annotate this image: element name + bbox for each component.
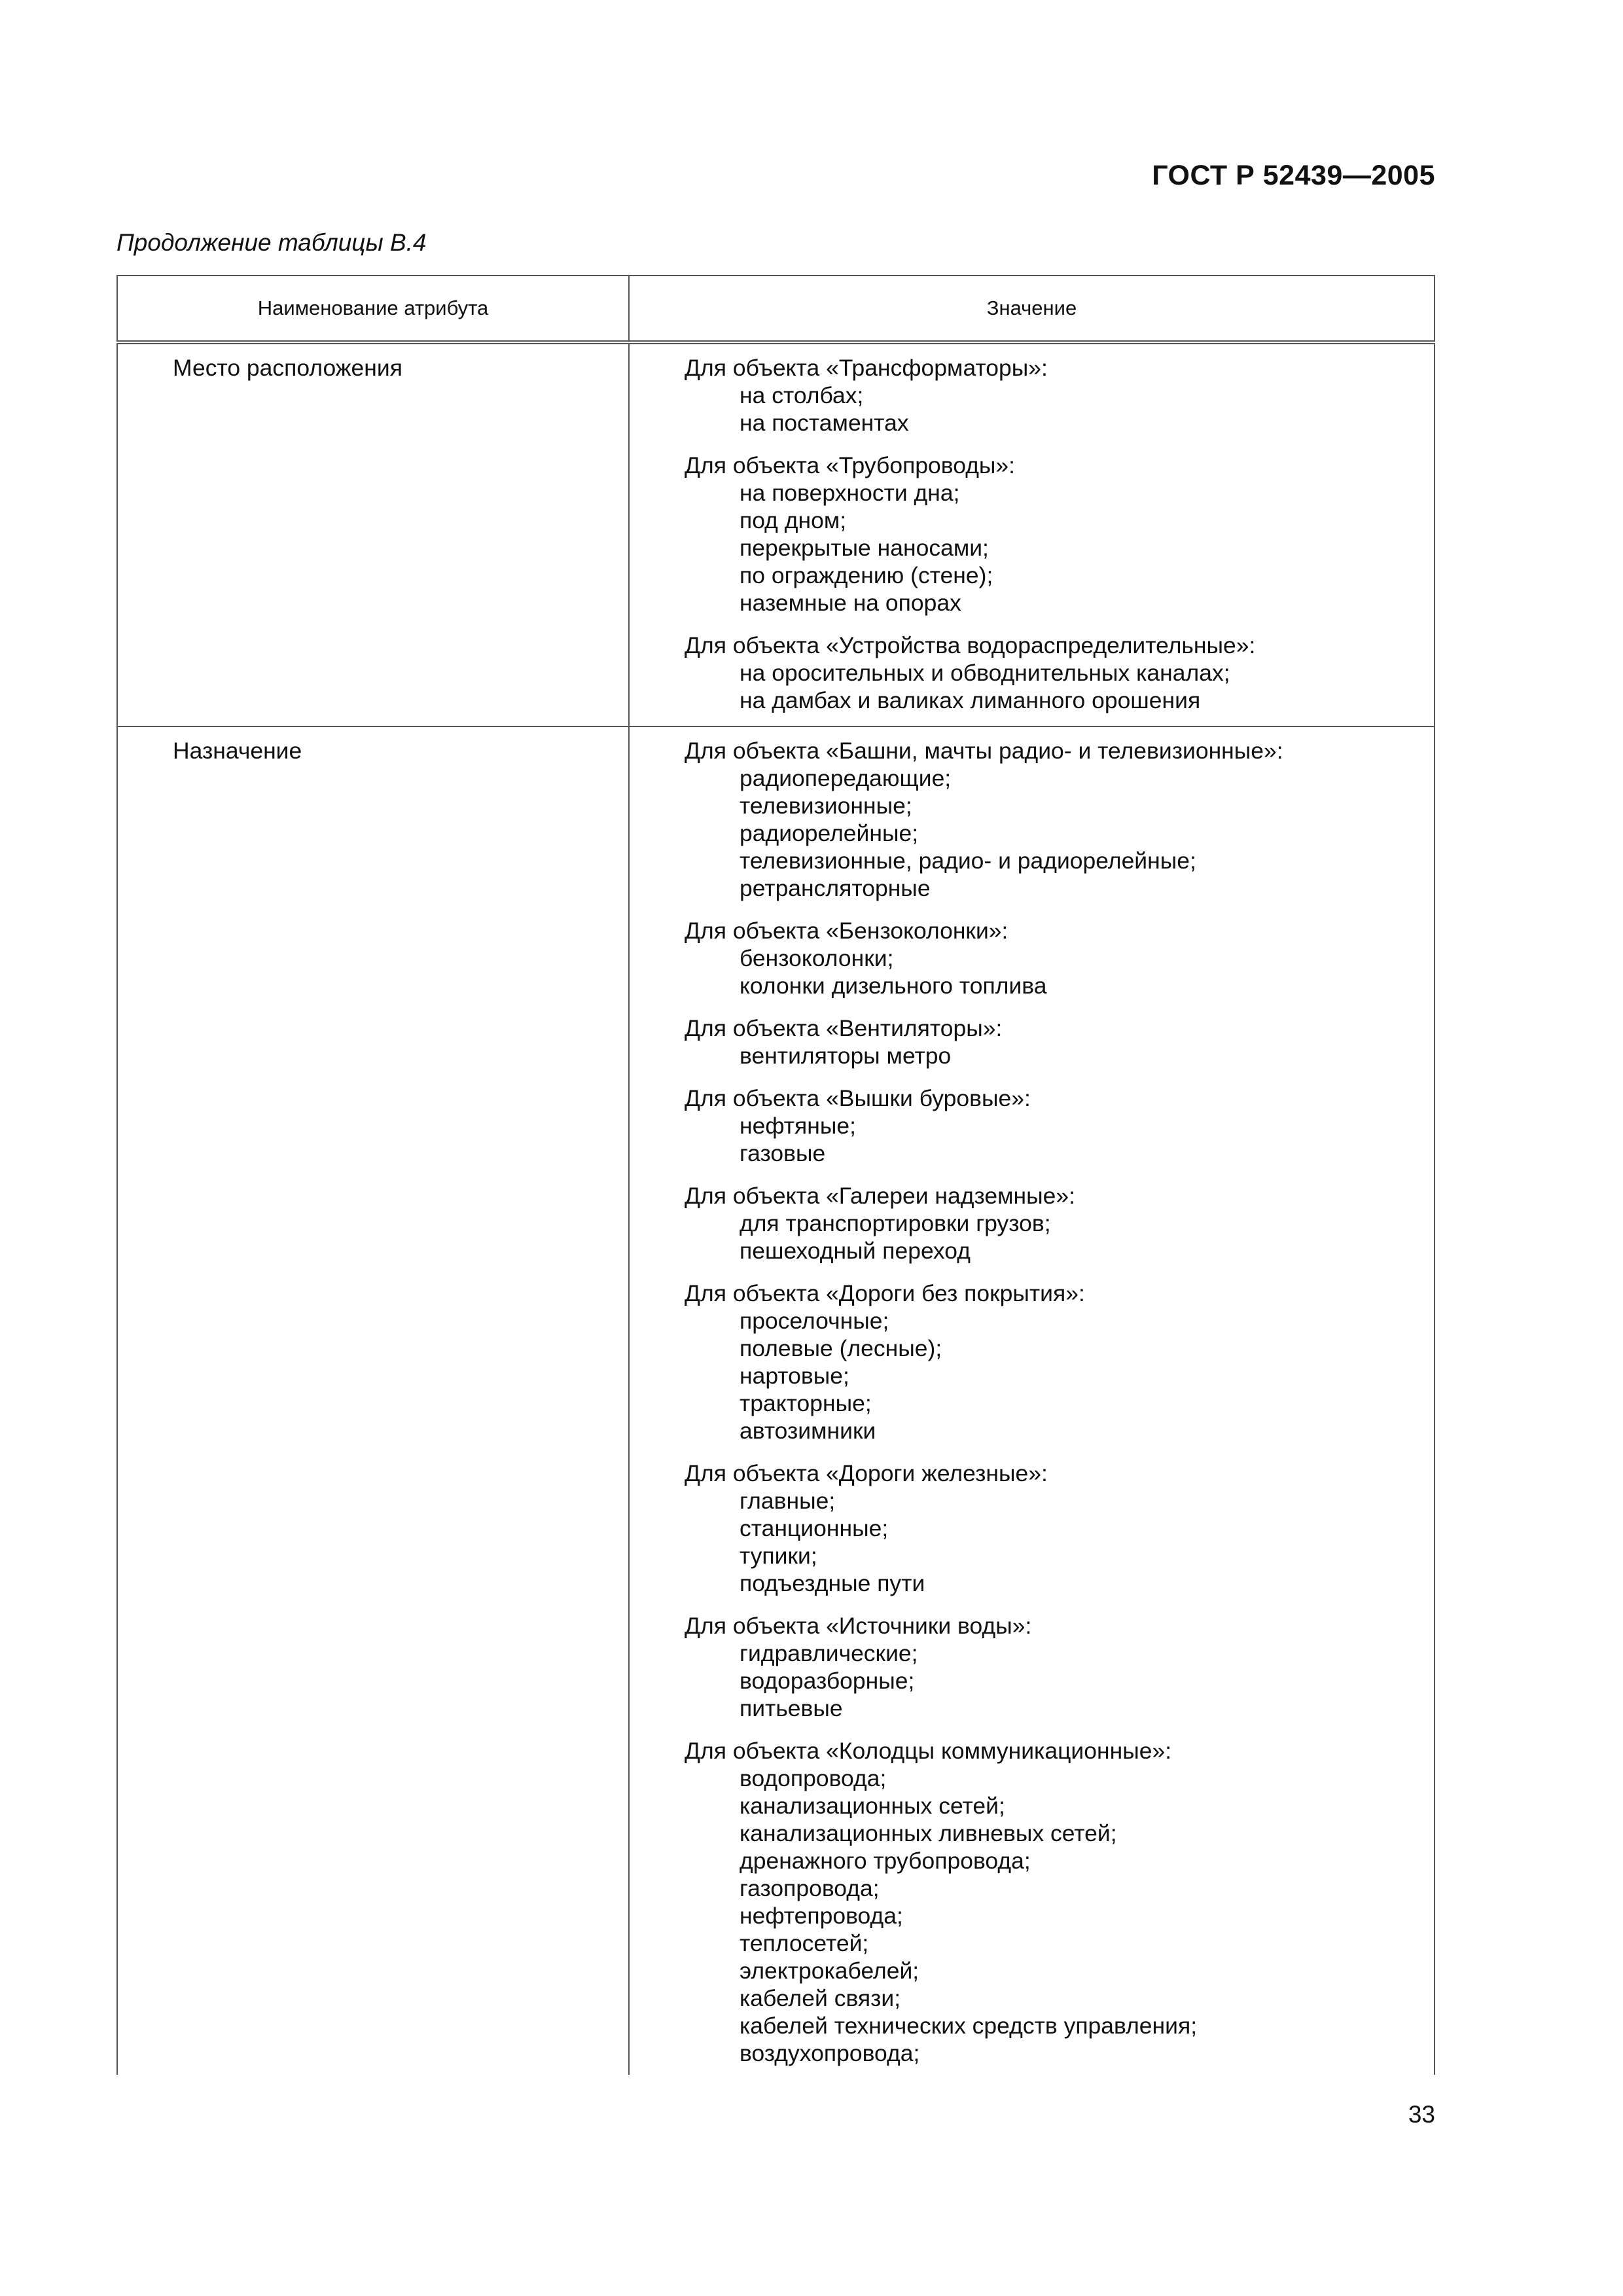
page-number: 33: [1408, 2101, 1435, 2128]
value-group: [685, 1737, 1421, 2067]
value-group-heading: Для объекта «Башни, мачты радио- и телевизионные»:: [685, 738, 1283, 764]
value-item: вентиляторы метро: [740, 1043, 952, 1069]
value-group: [685, 632, 1421, 714]
value-item: колонки дизельного топлива: [740, 973, 1047, 999]
attribute-name: Место расположения: [173, 355, 402, 381]
value-group-heading: Для объекта «Дороги железные»:: [685, 1460, 1048, 1486]
value-group-heading: Для объекта «Дороги без покрытия»:: [685, 1280, 1085, 1306]
value-item: дренажного трубопровода;: [740, 1848, 1031, 1874]
value-item: на дамбах и валиках лиманного орошения: [740, 687, 1201, 713]
value-item: газопровода;: [740, 1875, 880, 1901]
table-body: [117, 342, 1435, 2075]
value-item: гидравлические;: [740, 1640, 918, 1666]
attribute-value-cell: [629, 726, 1435, 2075]
value-item: нефтепровода;: [740, 1903, 903, 1929]
value-item: канализационных ливневых сетей;: [740, 1820, 1117, 1846]
attribute-name-cell: [117, 726, 629, 2075]
value-item: питьевые: [740, 1695, 843, 1721]
table-caption: Продолжение таблицы В.4: [116, 229, 427, 256]
attribute-table: [116, 275, 1435, 2075]
value-group: [685, 1460, 1421, 1597]
value-item: полевые (лесные);: [740, 1335, 942, 1361]
value-group: [685, 1014, 1421, 1069]
table-row: [117, 342, 1435, 726]
value-item: ретрансляторные: [740, 875, 931, 901]
value-item: водоразборные;: [740, 1668, 915, 1694]
value-item: на оросительных и обводнительных каналах;: [740, 660, 1230, 686]
value-item: по ограждению (стене);: [740, 562, 993, 588]
value-item: на постаментах: [740, 410, 909, 436]
value-group-heading: Для объекта «Галереи надземные»:: [685, 1183, 1075, 1209]
value-item: электрокабелей;: [740, 1958, 919, 1984]
value-item: радиорелейные;: [740, 820, 919, 846]
document-id: ГОСТ Р 52439—2005: [1152, 160, 1435, 191]
column-header-value: Значение: [629, 276, 1435, 342]
value-group-heading: Для объекта «Вышки буровые»:: [685, 1085, 1031, 1111]
attribute-name-cell: [117, 342, 629, 726]
value-item: теплосетей;: [740, 1930, 869, 1956]
value-group: [685, 737, 1421, 902]
value-item: канализационных сетей;: [740, 1793, 1005, 1819]
value-item: на поверхности дна;: [740, 480, 960, 506]
value-item: тупики;: [740, 1543, 817, 1569]
column-header-attribute-name: Наименование атрибута: [117, 276, 629, 342]
value-item: перекрытые наносами;: [740, 535, 989, 561]
value-item: станционные;: [740, 1515, 889, 1541]
value-group: [685, 1085, 1421, 1167]
value-group-heading: Для объекта «Источники воды»:: [685, 1613, 1032, 1639]
value-item: пешеходный переход: [740, 1238, 971, 1264]
value-group: [685, 1182, 1421, 1265]
value-item: автозимники: [740, 1418, 876, 1444]
value-group: [685, 1280, 1421, 1444]
value-item: главные;: [740, 1488, 836, 1514]
value-group-heading: Для объекта «Трубопроводы»:: [685, 452, 1016, 478]
value-item: водопровода;: [740, 1765, 887, 1791]
value-group: [685, 1612, 1421, 1722]
attribute-table-container: [116, 275, 1435, 2075]
table-row: [117, 726, 1435, 2075]
value-group-heading: Для объекта «Колодцы коммуникационные»:: [685, 1738, 1172, 1764]
value-item: для транспортировки грузов;: [740, 1210, 1051, 1236]
value-item: кабелей связи;: [740, 1985, 901, 2011]
value-item: телевизионные;: [740, 793, 912, 819]
value-group: [685, 452, 1421, 617]
value-item: под дном;: [740, 507, 847, 533]
value-group: [685, 917, 1421, 999]
value-item: радиопередающие;: [740, 765, 952, 791]
value-item: проселочные;: [740, 1308, 889, 1334]
value-item: на столбах;: [740, 382, 864, 408]
attribute-value-cell: [629, 342, 1435, 726]
value-group-heading: Для объекта «Бензоколонки»:: [685, 918, 1008, 944]
value-item: кабелей технических средств управления;: [740, 2013, 1198, 2039]
value-group-heading: Для объекта «Устройства водораспределительные»:: [685, 632, 1256, 658]
value-group: [685, 354, 1421, 437]
value-item: нефтяные;: [740, 1113, 856, 1139]
value-item: наземные на опорах: [740, 590, 961, 616]
value-list: [630, 344, 1434, 726]
value-item: воздухопровода;: [740, 2040, 920, 2066]
value-group-heading: Для объекта «Вентиляторы»:: [685, 1015, 1003, 1041]
table-header-row: [117, 276, 1435, 342]
value-list: [630, 727, 1434, 2075]
value-item: газовые: [740, 1140, 826, 1166]
value-item: тракторные;: [740, 1390, 872, 1416]
value-group-heading: Для объекта «Трансформаторы»:: [685, 355, 1048, 381]
attribute-name: Назначение: [173, 738, 302, 764]
value-item: бензоколонки;: [740, 945, 894, 971]
value-item: телевизионные, радио- и радиорелейные;: [740, 848, 1196, 874]
value-item: подъездные пути: [740, 1570, 925, 1596]
value-item: нартовые;: [740, 1363, 849, 1389]
